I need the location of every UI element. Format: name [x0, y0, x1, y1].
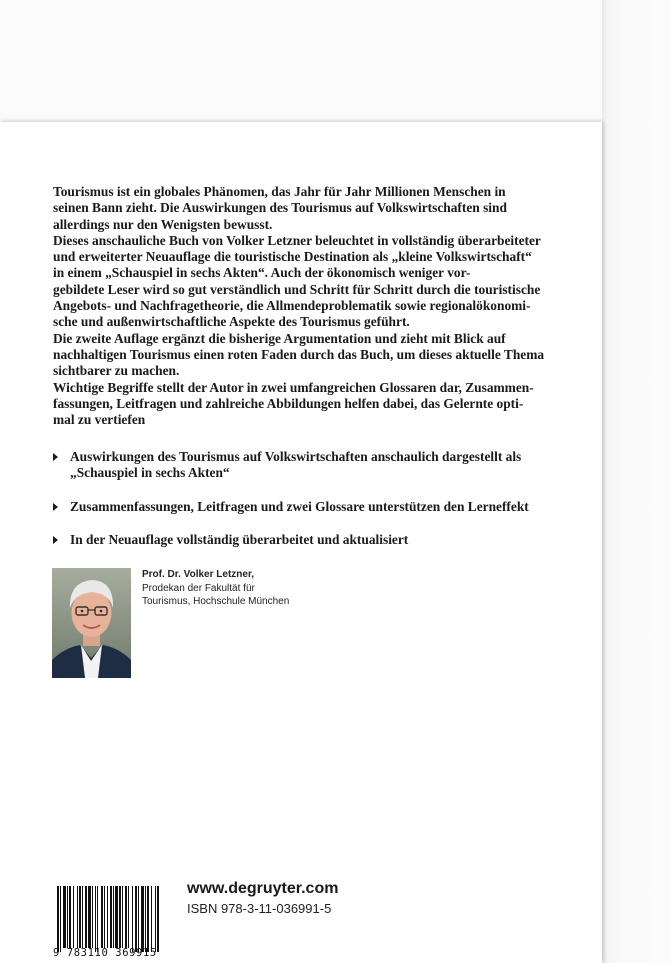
blurb-line: Die zweite Auflage ergänzt die bisherige Argumentation und zieht mit Blick auf — [53, 330, 506, 346]
blurb-line: sche und außenwirtschaftliche Aspekte des Tourismus geführt. — [53, 314, 410, 330]
barcode-bar — [141, 886, 144, 952]
barcode-bar — [155, 886, 156, 952]
bullet-line: Zusammenfassungen, Leitfragen und zwei Glossare unterstützen den Lerneffekt — [70, 498, 529, 514]
barcode-bar — [92, 886, 93, 948]
barcode-bar — [132, 886, 133, 952]
barcode-digits: 9 783110 369915 — [53, 947, 157, 959]
feature-bullet — [53, 499, 573, 515]
barcode-bar — [60, 886, 61, 952]
bullet-triangle-icon — [53, 536, 58, 544]
barcode-bar — [135, 886, 137, 952]
blurb-line: seinen Bann zieht. Die Auswirkungen des Tourismus auf Volkswirtschaften sind — [53, 200, 507, 216]
barcode-bar — [113, 886, 114, 948]
barcode-bar — [145, 886, 146, 952]
bullet-triangle-icon — [53, 453, 58, 461]
blurb-line: Wichtige Begriffe stellt der Autor in zwei umfangreichen Glossaren dar, Zusammen- — [53, 379, 534, 395]
author-info — [142, 568, 342, 609]
barcode-bar — [115, 886, 118, 948]
background-top — [0, 0, 670, 122]
barcode-bar — [73, 886, 74, 948]
barcode-bar — [88, 886, 91, 948]
barcode-bar — [119, 886, 121, 948]
author-name: Prof. Dr. Volker Letzner, — [142, 569, 255, 580]
blurb-line: Dieses anschauliche Buch von Volker Letzner beleuchtet in vollständig überarbeiteter — [53, 232, 541, 248]
blurb-line: in einem „Schauspiel in sechs Akten“. Auch der ökonomisch weniger vor- — [53, 265, 471, 281]
barcode-bar — [125, 886, 127, 948]
feature-bullet — [53, 449, 573, 482]
bullet-line: In der Neuauflage vollständig überarbeitet und aktualisiert — [70, 531, 409, 547]
blurb-line: Tourismus ist ein globales Phänomen, das Jahr für Jahr Millionen Menschen in — [53, 184, 506, 199]
blurb-line: mal zu vertiefen — [53, 412, 146, 428]
book-back-cover — [0, 122, 602, 963]
bullet-line: Auswirkungen des Tourismus auf Volkswirtschaften anschaulich dargestellt als — [70, 449, 522, 464]
blurb-line: und erweiterter Neuauflage die touristische Destination als „kleine Volkswirtschaft“ — [53, 249, 532, 265]
barcode-bar — [122, 886, 123, 948]
publisher-website[interactable]: www.degruyter.com — [187, 880, 339, 897]
blurb-line: fassungen, Leitfragen und zahlreiche Abbildungen helfen dabei, das Gelernte opti- — [53, 395, 524, 411]
author-role: Prodekan der Fakultät für — [142, 582, 255, 594]
barcode-bar — [82, 886, 83, 948]
author-role: Tourismus, Hochschule München — [142, 596, 290, 607]
author-photo — [52, 568, 131, 678]
barcode-bar — [110, 886, 112, 948]
barcode-bar — [63, 886, 66, 948]
barcode-bar — [67, 886, 68, 948]
feature-bullet-list — [53, 449, 573, 565]
barcode-bar — [147, 886, 149, 952]
blurb-line: nachhaltigen Tourismus einen roten Faden durch das Buch, um dieses aktuelle Thema — [53, 346, 545, 362]
isbn-number: ISBN 978-3-11-036991-5 — [187, 901, 332, 916]
blurb-line: gebildete Leser wird so gut verständlich und Schritt für Schritt durch die touristische — [53, 281, 541, 297]
barcode-bar — [57, 886, 59, 952]
feature-bullet — [53, 532, 573, 548]
bullet-line: „Schauspiel in sechs Akten“ — [70, 465, 230, 481]
blurb-line: allerdings nur den Wenigsten bewusst. — [53, 216, 273, 232]
barcode-bar — [104, 886, 105, 948]
blurb-line: Angebots- und Nachfragetheorie, die Allmendeproblematik sowie regionalökonomi- — [53, 298, 531, 314]
background-right — [602, 0, 670, 963]
blurb-text — [53, 184, 568, 428]
barcode-bar — [157, 886, 159, 952]
barcode-bar — [101, 886, 103, 948]
barcode-bar — [69, 886, 71, 948]
barcode-bar — [85, 886, 87, 948]
barcode-bar — [107, 886, 108, 948]
barcode-bar — [128, 886, 129, 948]
barcode-bar — [138, 886, 139, 952]
barcode-bar — [95, 886, 96, 952]
barcode-bar — [97, 886, 98, 952]
barcode-bar — [77, 886, 78, 948]
blurb-line: sichtbarer zu machen. — [53, 363, 180, 379]
bullet-triangle-icon — [53, 503, 58, 511]
barcode-bar — [79, 886, 81, 948]
barcode-bar — [151, 886, 152, 952]
